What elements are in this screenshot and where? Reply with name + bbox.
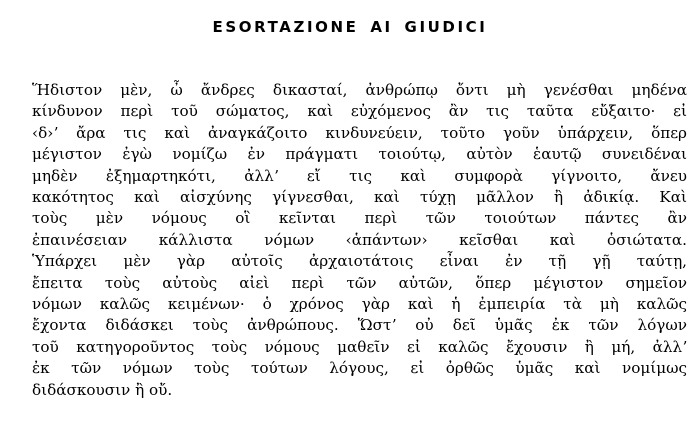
text-line: ἔπειτα τοὺς αὐτοὺς αἰεὶ περὶ τῶν αὐτῶν, ὅπερ μέγιστον σημεῖον [32, 273, 687, 292]
text-line: ἔχοντα διδάσκει τοὺς ἀνθρώπους. Ὥστʼ οὐ δεῖ ὑμᾶς ἐκ τῶν λόγων [32, 316, 687, 335]
greek-passage [32, 80, 692, 401]
document-title: ESORTAZIONE AI GIUDICI [212, 18, 488, 36]
text-line: ἐπαινέσειαν κάλλιστα νόμων ‹ἁπάντων› κεῖσθαι καὶ ὁσιώτατα. [32, 230, 687, 249]
text-line: ἐκ τῶν νόμων τοὺς τούτων λόγους, εἰ ὀρθῶς ὑμᾶς καὶ νομίμως [32, 359, 687, 378]
text-line: ‹δ›ʼ ἄρα τις καὶ ἀναγκάζοιτο κινδυνεύειν, τοῦτο γοῦν ὑπάρχειν, ὅπερ [32, 123, 687, 142]
text-line: Ὑπάρχει μὲν γὰρ αὐτοῖς ἀρχαιοτάτοις εἶναι ἐν τῇ γῇ ταύτῃ, [32, 252, 687, 271]
text-line: διδάσκουσιν ἢ οὔ. [32, 380, 173, 399]
text-line: τοῦ κατηγοροῦντος τοὺς νόμους μαθεῖν εἰ καλῶς ἔχουσιν ἢ μή, ἀλλʼ [32, 337, 687, 356]
text-line: νόμων καλῶς κειμένων· ὁ χρόνος γὰρ καὶ ἡ ἐμπειρία τὰ μὴ καλῶς [32, 295, 687, 314]
text-line: Ἥδιστον μὲν, ὦ ἄνδρες δικασταί, ἀνθρώπῳ ὄντι μὴ γενέσθαι μηδένα [32, 81, 687, 99]
text-line: μέγιστον ἐγὼ νομίζω ἐν πράγματι τοιούτῳ, αὐτὸν ἑαυτῷ συνειδέναι [32, 145, 687, 164]
text-line: τοὺς μὲν νόμους οἳ κεῖνται περὶ τῶν τοιούτων πάντες ἂν [32, 209, 687, 228]
text-line: κίνδυνον περὶ τοῦ σώματος, καὶ εὐχόμενος ἂν τις ταῦτα εὔξαιτο· εἰ [32, 102, 687, 121]
text-line: μηδὲν ἐξημαρτηκότι, ἀλλʼ εἴ τις καὶ συμφορὰ γίγνοιτο, ἄνευ [32, 166, 687, 185]
text-line: κακότητος καὶ αἰσχύνης γίγνεσθαι, καὶ τύχῃ μᾶλλον ἢ ἀδικίᾳ. Καὶ [32, 188, 687, 207]
